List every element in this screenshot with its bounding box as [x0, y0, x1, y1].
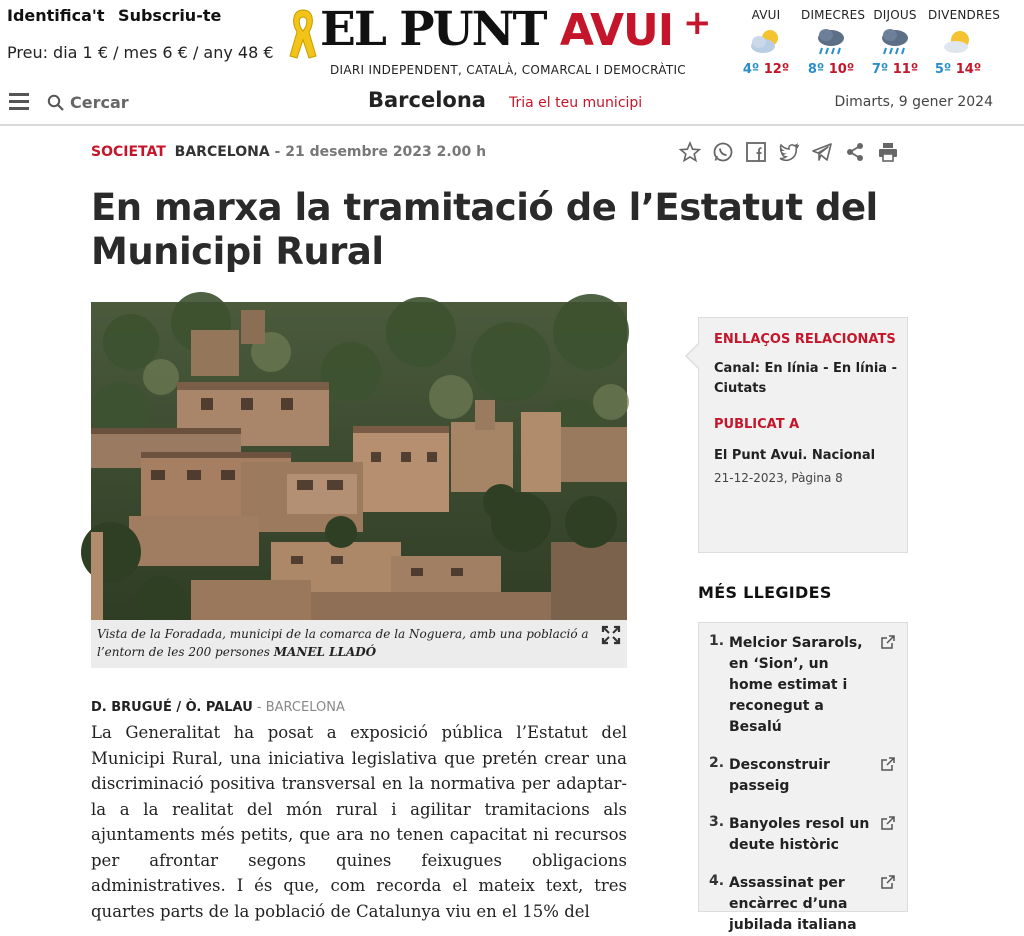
whatsapp-icon[interactable] — [712, 141, 734, 163]
location-label: BARCELONA — [174, 144, 270, 160]
related-heading: ENLLAÇOS RELACIONATS — [714, 332, 896, 347]
article-photo[interactable] — [91, 302, 627, 620]
rain-cloud-icon — [813, 26, 849, 58]
article-title: En marxa la tramitació de l’Estatut del Municipi Rural — [91, 186, 878, 273]
list-item[interactable]: 1. Melcior Sararols, en ‘Sion’, un home estimat i reconegut a Besalú — [709, 633, 897, 738]
share-icon[interactable] — [844, 141, 866, 163]
choose-city-link[interactable]: Tria el teu municipi — [509, 95, 643, 111]
photo-credit: MANEL LLADÓ — [273, 645, 377, 659]
related-links-panel — [698, 317, 908, 553]
login-link[interactable]: Identifica't — [7, 6, 105, 25]
site-header — [0, 0, 1024, 126]
most-read-heading: MÉS LLEGIDES — [698, 583, 832, 602]
site-logo[interactable] — [288, 4, 718, 60]
authors: D. BRUGUÉ / Ò. PALAU — [91, 700, 253, 715]
publish-datetime: - 21 desembre 2023 2.00 h — [274, 144, 487, 160]
tagline: DIARI INDEPENDENT, CATALÀ, COMARCAL I DEMOCRÀTIC — [330, 63, 686, 77]
published-heading: PUBLICAT A — [714, 417, 800, 432]
price-info: Preu: dia 1 € / mes 6 € / any 48 € — [7, 43, 274, 62]
twitter-icon[interactable] — [778, 141, 800, 163]
rain-cloud-icon — [877, 26, 913, 58]
caption-text: Vista de la Foradada, municipi de la comarca de la Noguera, amb una població a l’entorn de les 200 persones — [97, 627, 589, 659]
weather-widget[interactable] — [742, 8, 1002, 84]
print-icon[interactable] — [877, 141, 899, 163]
logo-avui-text: AVUI — [559, 5, 674, 56]
byline — [91, 700, 345, 715]
logo-main-text: EL PUNT — [320, 2, 546, 57]
photo-caption — [91, 620, 627, 668]
expand-icon[interactable] — [602, 626, 620, 644]
related-channel-link[interactable]: Canal: En línia - En línia - Ciutats — [714, 361, 898, 396]
external-link-icon — [881, 635, 895, 649]
list-item[interactable]: 4. Assassinat per encàrrec d’una jubilada italiana — [709, 873, 897, 936]
section-link[interactable]: SOCIETAT — [91, 144, 166, 160]
weather-day[interactable]: DIMECRES 8º 10º — [801, 8, 866, 77]
external-link-icon — [881, 757, 895, 771]
share-toolbar — [679, 141, 899, 165]
facebook-icon[interactable] — [745, 141, 767, 163]
weather-day[interactable]: DIJOUS 7º 11º — [871, 8, 919, 77]
list-item[interactable]: 2. Desconstruir passeig — [709, 755, 897, 797]
weather-day[interactable]: AVUI 4º 12º — [742, 8, 790, 77]
byline-location: - BARCELONA — [256, 700, 345, 715]
sun-cloud-icon — [748, 26, 784, 58]
sun-cloud-icon — [940, 26, 976, 58]
search-label: Cercar — [70, 92, 129, 112]
weather-day[interactable]: DIVENDRES 5º 14º — [928, 8, 1001, 77]
article-body: La Generalitat ha posat a exposició pública l’Estatut del Municipi Rural, una iniciativa legislativa que pretén crear una discriminació positiva transversal en la normativa per adaptar-la a la realitat del món rural i agilitar tramitacions als ajuntaments més petits, que ara no tenen capacitat ni recursos per afrontar segons quines feixugues obligacions administratives. I és que, com recorda el mateix text, tres quartes parts de la població de Catalunya viu en el 15% del — [91, 723, 627, 921]
current-city: Barcelona — [368, 88, 486, 112]
logo-plus: + — [683, 3, 712, 43]
subscribe-link[interactable]: Subscriu-te — [118, 6, 222, 25]
current-date: Dimarts, 9 gener 2024 — [834, 94, 993, 110]
yellow-ribbon-icon — [288, 8, 318, 60]
star-icon[interactable] — [679, 141, 701, 163]
telegram-icon[interactable] — [811, 141, 833, 163]
external-link-icon — [881, 875, 895, 889]
search-button[interactable] — [47, 90, 129, 114]
publication-link[interactable]: El Punt Avui. Nacional — [714, 448, 876, 463]
list-item[interactable]: 3. Banyoles resol un deute històric — [709, 814, 897, 856]
search-icon — [47, 94, 64, 111]
publication-page: 21-12-2023, Pàgina 8 — [714, 471, 843, 485]
hamburger-menu-icon[interactable] — [9, 93, 29, 111]
account-links — [7, 6, 229, 25]
article-meta — [91, 144, 486, 160]
external-link-icon — [881, 816, 895, 830]
most-read-list — [698, 622, 908, 933]
